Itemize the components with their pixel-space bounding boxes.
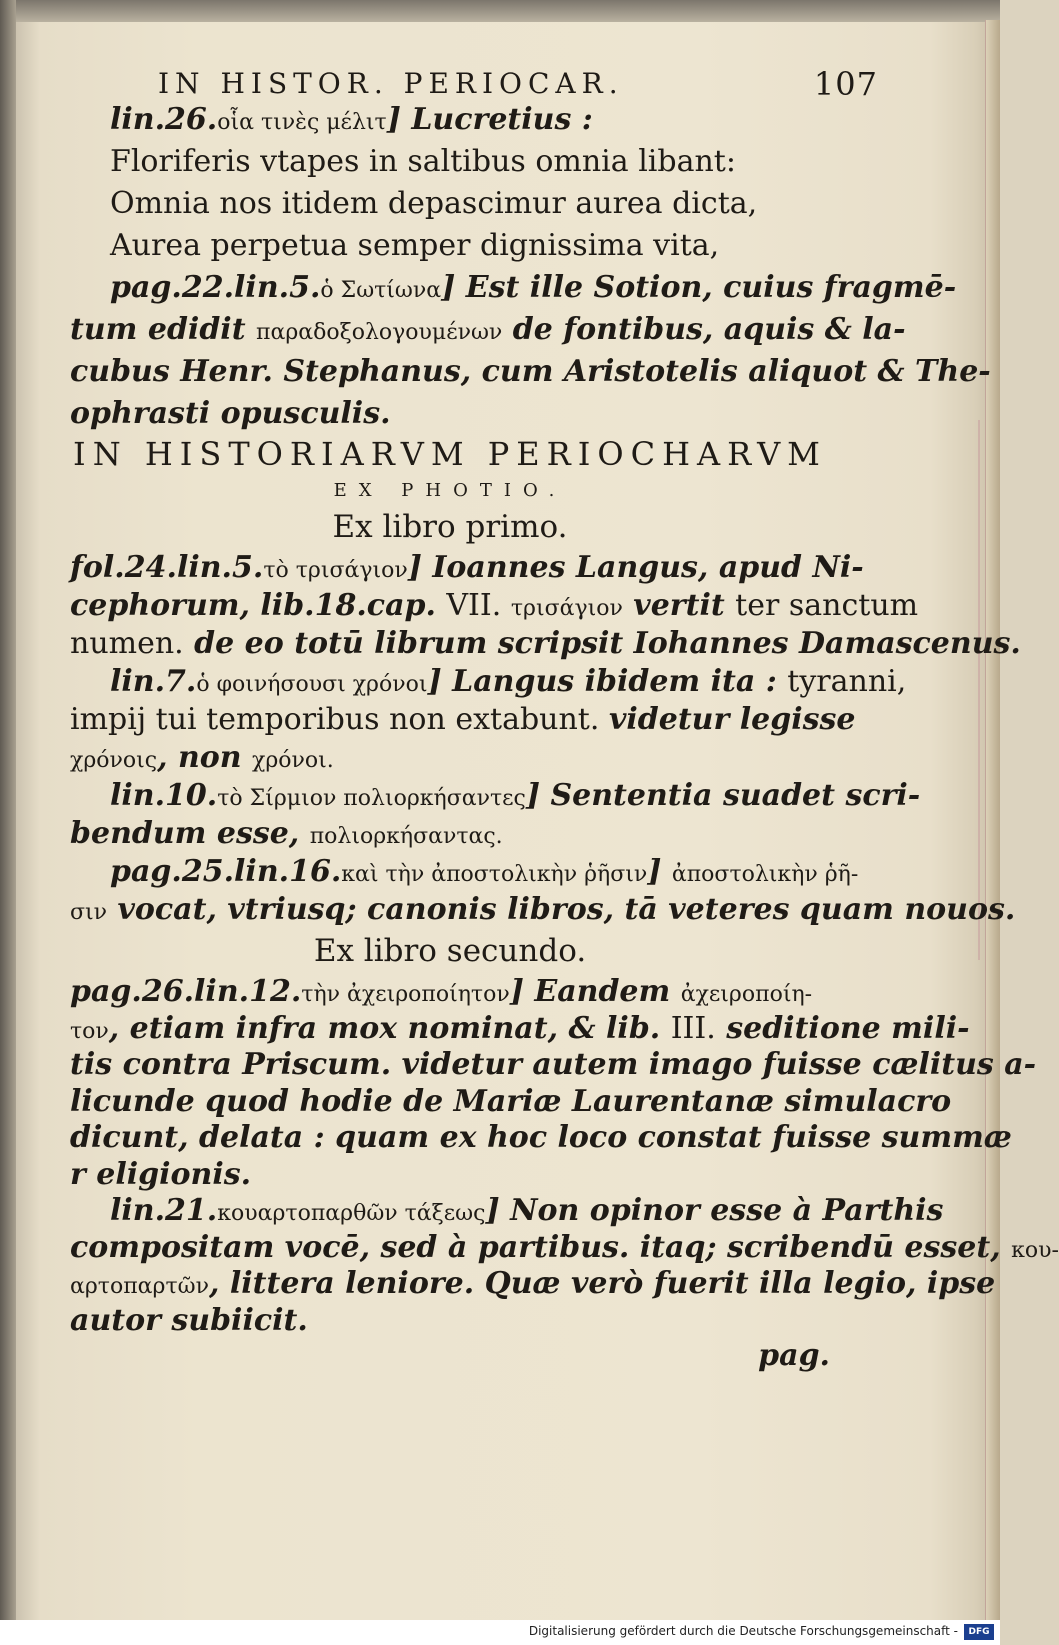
italic-text: compositam vocē, sed à partibus. itaq; scribendū esset,	[70, 1229, 1012, 1265]
roman-text: VII.	[446, 588, 511, 623]
italic-text: ]	[647, 854, 672, 889]
text-line	[70, 548, 864, 591]
text-line	[70, 1045, 1037, 1085]
text-line	[70, 394, 830, 434]
greek-text: οἷα τινὲς μέλιτ	[217, 110, 387, 135]
printed-page	[70, 60, 1059, 1450]
roman-text: III.	[670, 1010, 716, 1046]
text-line	[70, 352, 991, 392]
greek-text: χρόνοις	[70, 748, 158, 773]
italic-text: dicunt, delata : quam ex hoc loco constat fuisse summæ	[70, 1120, 1012, 1155]
italic-text: r eligionis.	[70, 1156, 252, 1192]
italic-text: ophrasti opusculis.	[70, 396, 391, 431]
greek-text: αρτοπαρτῶν	[70, 1274, 209, 1299]
italic-text: lin.10.	[110, 778, 218, 813]
greek-text: κου-	[1011, 1237, 1059, 1263]
page-top-edge	[0, 0, 1000, 22]
italic-text: cephorum, lib.18.cap.	[70, 588, 447, 623]
italic-text: autor subiicit.	[70, 1302, 308, 1338]
roman-text: Floriferis vtapes in saltibus omnia libant:	[110, 144, 736, 179]
greek-text: πολιορκήσαντας.	[309, 824, 503, 849]
italic-text: tis contra Priscum. videtur autem imago fuisse cælitus a-	[70, 1047, 1037, 1082]
text-line	[70, 184, 870, 224]
greek-text: τρισάγιον	[510, 596, 623, 621]
italic-text: ] Est ille Sotion, cuius fragmē-	[441, 270, 957, 305]
greek-text: τὴν ἀχειροποίητον	[301, 982, 510, 1007]
text-line	[70, 700, 856, 740]
italic-text: seditione mili-	[715, 1010, 970, 1046]
italic-text: pag.22.lin.5.	[110, 270, 321, 305]
italic-text: ] Eandem	[509, 974, 681, 1009]
text-line	[70, 586, 919, 629]
italic-text: ] Non opinor esse à Parthis	[485, 1193, 944, 1228]
greek-text: κουαρτοπαρθῶν τάξεως	[217, 1201, 486, 1226]
greek-text: τὸ τρισάγιον	[263, 558, 408, 583]
italic-text: , etiam infra mox nominat, & lib.	[108, 1010, 671, 1046]
greek-text: ἀχειροποίη-	[680, 982, 813, 1007]
book-gutter-shadow	[0, 0, 16, 1620]
italic-text: bendum esse,	[70, 816, 310, 851]
dfg-logo: DFG	[964, 1624, 994, 1640]
italic-text: ] Ioannes Langus, apud Ni-	[407, 550, 864, 585]
roman-text: numen.	[70, 626, 184, 661]
text-line	[70, 814, 830, 857]
italic-text: pag.25.lin.16.	[110, 854, 342, 889]
greek-text: χρόνοι.	[252, 748, 334, 773]
italic-text: videtur legisse	[608, 702, 856, 737]
greek-text: τον	[70, 1018, 109, 1044]
italic-text: tum edidit	[70, 312, 256, 347]
roman-text: Omnia nos itidem depascimur aurea dicta,	[110, 186, 758, 221]
text-line	[70, 1118, 1012, 1158]
text-line	[70, 776, 921, 819]
italic-text: licunde quod hodie de Mariæ Laurentanæ simulacro	[70, 1083, 952, 1119]
text-line	[70, 890, 1016, 933]
italic-text: fol.24.lin.5.	[70, 550, 264, 585]
text-line	[70, 142, 870, 182]
text-line	[70, 662, 907, 705]
text-line	[70, 100, 870, 143]
roman-text: impij tui temporibus non extabunt.	[70, 702, 609, 737]
text-line	[70, 310, 906, 353]
italic-text: ] Sententia suadet scri-	[525, 778, 921, 813]
greek-text: παραδοξολογουμένων	[256, 320, 503, 345]
italic-text: , littera leniore. Quæ verò fuerit illa legio, ipse	[208, 1266, 996, 1301]
italic-text: de fontibus, aquis & la-	[502, 312, 906, 347]
text-line	[70, 738, 830, 781]
roman-text: Aurea perpetua semper dignissima vita,	[110, 228, 720, 263]
italic-text: cubus Henr. Stephanus, cum Aristotelis aliquot & The-	[70, 354, 991, 389]
text-line	[70, 852, 870, 895]
italic-text: vocat, vtriusq; canonis libros, tā veteres quam nouos.	[107, 892, 1016, 927]
greek-text: ὁ Σωτίωνα	[320, 278, 442, 303]
margin-stain	[978, 420, 1000, 960]
footer-bar	[0, 1620, 1000, 1645]
greek-text: τὸ Σίρμιον πολιορκήσαντες	[217, 786, 526, 811]
italic-text: de eo totū librum scripsit Iohannes Damascenus.	[183, 626, 1021, 661]
italic-text: ] Lucretius :	[386, 102, 593, 137]
italic-text: lin.21.	[110, 1193, 218, 1228]
page-number: 107	[813, 65, 878, 103]
text-line	[70, 1155, 830, 1195]
text-line	[70, 268, 957, 311]
text-line	[70, 1082, 952, 1122]
section-title: IN HISTORIARVM PERIOCHARVM	[73, 435, 827, 473]
book-heading-2: Ex libro secundo.	[313, 933, 587, 969]
italic-text: , non	[157, 740, 253, 775]
italic-text: ] Langus ibidem ita :	[427, 664, 788, 699]
greek-text: ἀποστολικὴν ῥῆ-	[671, 862, 859, 887]
roman-text: ter sanctum	[735, 588, 919, 623]
running-title: IN HISTOR. PERIOCAR.	[158, 67, 624, 100]
greek-text: σιν	[70, 900, 108, 925]
text-line	[70, 1301, 830, 1341]
italic-text: lin.26.	[110, 102, 218, 137]
italic-text: pag.26.lin.12.	[70, 974, 302, 1009]
greek-text: ὁ φοινήσουσι χρόνοι	[196, 672, 428, 697]
italic-text: lin.7.	[110, 664, 197, 699]
section-subtitle: EX PHOTIO.	[333, 480, 567, 501]
book-heading-1: Ex libro primo.	[332, 509, 568, 545]
text-line	[70, 624, 1021, 664]
catchword: pag.	[758, 1338, 830, 1373]
roman-text: tyranni,	[787, 664, 907, 699]
italic-text: vertit	[622, 588, 736, 623]
greek-text: καὶ τὴν ἀποστολικὴν ῥῆσιν	[341, 862, 648, 887]
text-line	[70, 226, 870, 266]
footer-credit: Digitalisierung gefördert durch die Deutsche Forschungsgemeinschaft -	[528, 1624, 958, 1638]
